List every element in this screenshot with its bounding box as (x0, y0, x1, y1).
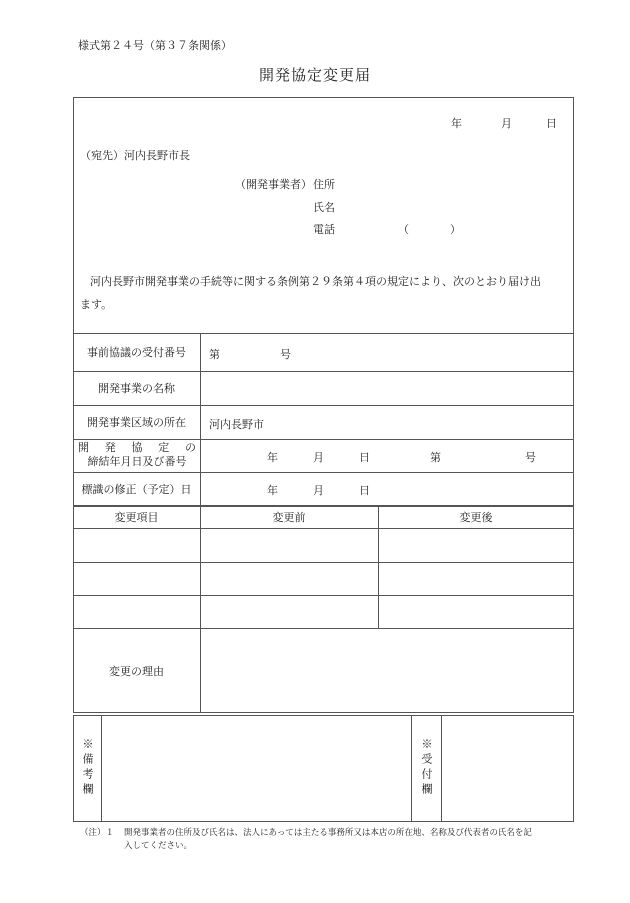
phone-paren[interactable]: （ ） (398, 223, 463, 236)
reason-input[interactable] (202, 630, 572, 711)
change-row-3[interactable] (74, 596, 573, 627)
agreement-day[interactable]: 日 (359, 451, 370, 464)
consult-no-prefix: 第 (209, 348, 220, 361)
sign-fix-month[interactable]: 月 (313, 484, 324, 497)
remarks-area[interactable] (103, 717, 409, 820)
header-before: 変更前 (272, 511, 306, 524)
project-name-label: 開発事業の名称 (98, 382, 175, 395)
reception-area[interactable] (443, 717, 572, 820)
agreement-label (78, 441, 196, 469)
applicant-role: （開発事業者） (235, 178, 312, 191)
remarks-label: ※備考欄 (81, 738, 94, 798)
note-prefix: （注）１ (80, 828, 115, 838)
area-location-label: 開発事業区域の所在 (87, 416, 186, 429)
consult-no-label: 事前協議の受付番号 (87, 346, 186, 359)
consult-no-suffix: 号 (280, 348, 291, 361)
page-title: 開発協定変更届 (258, 66, 371, 84)
note-line1: 開発事業者の住所及び氏名は、法人にあっては主たる事務所又は本店の所在地、名称及び代表者の氏名を記 (124, 828, 532, 838)
date-month[interactable]: 月 (501, 117, 512, 130)
reception-label: ※受付欄 (420, 738, 433, 798)
change-row-2[interactable] (74, 563, 573, 594)
name-label: 氏名 (313, 201, 335, 214)
project-name-input[interactable] (205, 375, 570, 401)
addressee: （宛先）河内長野市長 (80, 149, 190, 162)
change-row-1[interactable] (74, 529, 573, 561)
form-number: 様式第２４号（第３７条関係） (78, 39, 232, 52)
reason-label: 変更の理由 (109, 664, 164, 678)
statement-line1: 河内長野市開発事業の手続等に関する条例第２９条第４項の規定により、次のとおり届け出 (90, 275, 541, 288)
agreement-label-line2: 締結年月日及び番号 (87, 455, 187, 468)
date-year[interactable]: 年 (451, 117, 462, 130)
note-line2: 入してください。 (124, 841, 193, 851)
address-label: 住所 (313, 178, 335, 191)
date-day[interactable]: 日 (546, 117, 557, 130)
sign-fix-day[interactable]: 日 (359, 484, 370, 497)
consult-no-input[interactable] (225, 340, 275, 364)
statement-line2: ます。 (80, 298, 113, 311)
agreement-label-line1: 開 発 協 定 の (78, 441, 196, 454)
agreement-go: 号 (525, 451, 536, 464)
phone-label: 電話 (313, 223, 335, 236)
header-after: 変更後 (459, 511, 493, 524)
sign-fix-label: 標識の修正（予定）日 (81, 483, 192, 496)
sign-fix-year[interactable]: 年 (267, 484, 278, 497)
agreement-month[interactable]: 月 (313, 451, 324, 464)
agreement-dai: 第 (430, 451, 441, 464)
agreement-year[interactable]: 年 (267, 451, 278, 464)
area-location-value: 河内長野市 (209, 418, 264, 431)
header-change-item: 変更項目 (114, 511, 159, 524)
application-header-box (73, 97, 574, 334)
